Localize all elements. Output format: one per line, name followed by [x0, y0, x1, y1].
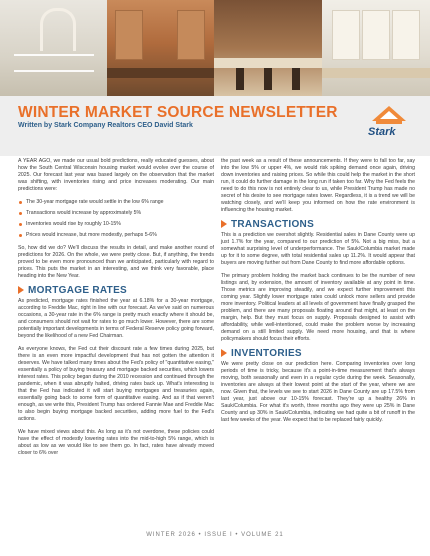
- body-paragraph: We have mixed views about this. As long as it's not overdone, these policies could have the effect of modestly lowering rates into the mid-to-high 5% range, which is about as low as we would like to see them go. In fact, rates have already moved closer to 6% over: [18, 429, 214, 456]
- inventories-heading: INVENTORIES: [221, 349, 415, 357]
- stark-logo-icon: [366, 103, 412, 145]
- triangle-bullet-icon: [221, 349, 227, 357]
- triangle-bullet-icon: [18, 286, 24, 294]
- white-cabinets-photo: [322, 0, 430, 96]
- body-paragraph: This is a prediction we overshot slightly. Residential sales in Dane County were up just 1.7% for the year, compared to our prediction of 5%. Not a big miss, but a somewhat surprising level of underperformance. The Sauk/Columbia market made up for it to some degree, with total residential sales up 11.2%. It would appear that buyers are moving further out from Dane County to find more affordable options.: [221, 232, 415, 266]
- body-paragraph: We were pretty close on our prediction here. Comparing inventories over long periods of time is tricky, because it's a point-in-time measurement that's always moving, both seasonally and even in a regular cycle during the week. Seasonally, inventories are always at their lowest point at the start of the year, where we are now. Given that, the levels we see to start 2026 in Dane County are up 17.5% from last year, just above our 10-15% forecast. They're up a healthy 26% in Sauk/Columbia. For what it's worth, three months ago they were up 25% in Dane County and up 30% in Sauk/Columbia, indicating we had quite a bit of runoff in the last few weeks of the year. We expect that to be replaced fairly quickly.: [221, 361, 415, 423]
- body-paragraph: As everyone knows, the Fed cut their discount rate a few times during 2025, but there is an even more impactful development that has not gotten the attention it deserves. We have talked many times about the Fed's policy of "quantitative easing," essentially a policy of buying treasury and mortgage backed securities, which lowers interest rates. This policy began during the 2010 recession and continued through the pandemic, when it was abruptly halted, driving rates back up. What's interesting is that the Fed has indicated it will start buying mortgages and treasuries again, essentially going back to some form of quantitative easing. And as if that weren't enough, as we write this, President Trump has ordered Fannie Mae and Freddie Mac to also begin buying mortgage backed securities, adding more fuel to the Fed's actions.: [18, 346, 215, 422]
- right-column: [221, 158, 415, 430]
- results-paragraph: So, how did we do? We'll discuss the results in detail, and make another round of predictions for 2026. On the whole, we were pretty close. But, if anything, the trends proved to be even more pronounced than we anticipated, particularly with regard to prices. This puts the market in an interesting, and we think very favorable, place heading into the New Year.: [18, 245, 214, 279]
- warm-kitchen-photo: [107, 0, 214, 96]
- logo-wordmark: Stark: [368, 126, 396, 138]
- island-stools-photo: [214, 0, 322, 96]
- body-paragraph: the past week as a result of these announcements. If they were to fall too far, say into the low 5% or upper 4%, we would risk spiking demand once again, driving down inventories and raising prices. So while this could help the market in the short run, it could do further damage in the long run if taken too far. Why the Fed feels the need to do this now is not entirely clear to us, while President Trump has made no secret of his desire to see mortgage rates lower. Regardless, it is a trend we will be watching closely, and we'll keep you informed on how the rate environment is influencing the housing market.: [221, 158, 415, 213]
- body-paragraph: As predicted, mortgage rates finished the year at 6.18% for a 30-year mortgage, according to Freddie Mac, right in line with our forecast. As we've said on numerous occasions, a 30-year rate in the 6% range is pretty much exactly where it should be, and consumers should not wait for rates to go much lower. However, there are some potentially important developments in terms of Federal Reserve policy going forward, beyond the likelihood of a new Fed Chairman.: [18, 298, 214, 339]
- body-paragraph: The primary problem holding the market back continues to be the number of new listings and, by extension, the amount of inventory available at any point in time. Those metrics are improving steadily, and we expect further improvement this coming year. Slightly lower mortgage rates could unlock more sellers and provide more inventory. Political leaders at all levels of government have finally grasped the problem, and there are many proposals floating around that might, at least on the margin, help. But they must focus on supply. Proposals designed to assist with affordability, while well-intentioned, could make the problem worse by increasing demand on a still limited supply. We need more housing, and that is where policymakers should focus their efforts.: [221, 273, 415, 342]
- issue-footer: WINTER 2026 • ISSUE I • VOLUME 21: [146, 532, 284, 538]
- header-photo-strip: [0, 0, 430, 96]
- kitchen-shelves-photo: [0, 0, 107, 96]
- list-item: Prices would increase, but more modestly, perhaps 5-6%: [26, 232, 214, 239]
- triangle-bullet-icon: [221, 220, 227, 228]
- list-item: Inventories would rise by roughly 10-15%: [26, 221, 214, 228]
- list-item: Transactions would increase by approximately 5%: [26, 210, 214, 217]
- byline: Written by Stark Company Realtors CEO David Stark: [18, 122, 193, 129]
- left-column: [18, 158, 214, 463]
- intro-paragraph: A YEAR AGO, we made our usual bold predictions, really educated guesses, about how the South Central Wisconsin housing market would evolve over the course of 2025. Our forecast last year was based largely on the observation that the market was shifting, with inventories rising and price increases moderating. Our main predictions were:: [18, 158, 214, 192]
- mortgage-rates-heading: MORTGAGE RATES: [18, 286, 214, 294]
- transactions-heading: TRANSACTIONS: [221, 220, 415, 228]
- newsletter-title: WINTER MARKET SOURCE NEWSLETTER: [18, 104, 338, 121]
- predictions-list: [18, 199, 214, 239]
- list-item: The 30-year mortgage rate would settle in the low 6% range: [26, 199, 214, 206]
